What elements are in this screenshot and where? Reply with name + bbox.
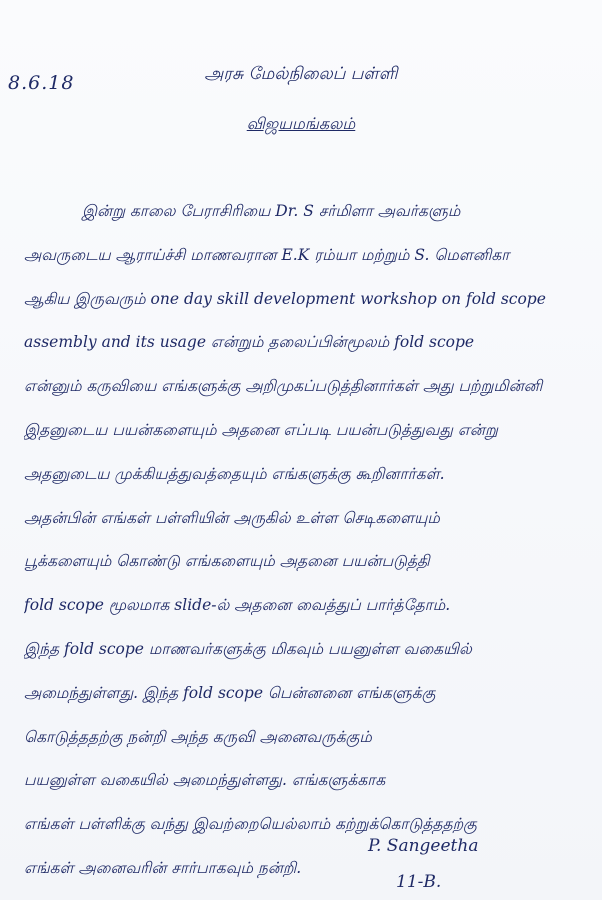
- body-line: இதனுடைய பயன்களையும் அதனை எப்படி பயன்படுத்துவது என்று: [24, 420, 498, 439]
- signature-name: P. Sangeetha: [368, 836, 479, 856]
- body-line: அதனுடைய முக்கியத்துவத்தையும் எங்களுக்கு கூறினார்கள்.: [24, 464, 445, 483]
- body-line: அவருடைய ஆராய்ச்சி மாணவரான E.K ரம்யா மற்றும் S. மௌனிகா: [24, 245, 510, 264]
- body-line: கொடுத்ததற்கு நன்றி அந்த கருவி அனைவருக்கும்: [24, 727, 372, 746]
- body-line: இன்று காலை பேராசிரியை Dr. S சர்மிளா அவர்களும்: [82, 202, 461, 220]
- body-line: பயனுள்ள வகையில் அமைந்துள்ளது. எங்களுக்காக: [24, 771, 386, 790]
- letter-date: 8.6.18: [8, 72, 75, 94]
- body-line: எங்கள் பள்ளிக்கு வந்து இவற்றையெல்லாம் கற்றுக்கொடுத்ததற்கு: [24, 815, 477, 834]
- body-line: இந்த fold scope மாணவர்களுக்கு மிகவும் பயனுள்ள வகையில்: [24, 639, 472, 658]
- body-line: அதன்பின் எங்கள் பள்ளியின் அருகில் உள்ள செடிகளையும்: [24, 508, 440, 527]
- body-line: பூக்களையும் கொண்டு எங்களையும் அதனை பயன்படுத்தி: [24, 552, 430, 571]
- location-heading: விஜயமங்கலம்: [246, 114, 356, 133]
- body-line: ஆகிய இருவரும் one day skill development workshop on fold scope: [24, 289, 546, 308]
- body-line: அமைந்துள்ளது. இந்த fold scope பென்னனை எங்களுக்கு: [24, 683, 436, 702]
- body-line: assembly and its usage என்றும் தலைப்பின்மூலம் fold scope: [24, 333, 475, 352]
- body-line: எங்கள் அனைவரின் சார்பாகவும் நன்றி.: [24, 858, 302, 877]
- signature-class: 11-B.: [396, 872, 442, 892]
- letter-body: [24, 190, 594, 891]
- school-name-heading: அரசு மேல்நிலைப் பள்ளி: [204, 64, 398, 84]
- body-line: என்னும் கருவியை எங்களுக்கு அறிமுகப்படுத்தினார்கள் அது பற்றுமின்னி: [24, 377, 543, 396]
- body-line: fold scope மூலமாக slide-ல் அதனை வைத்துப் பார்த்தோம்.: [24, 596, 451, 615]
